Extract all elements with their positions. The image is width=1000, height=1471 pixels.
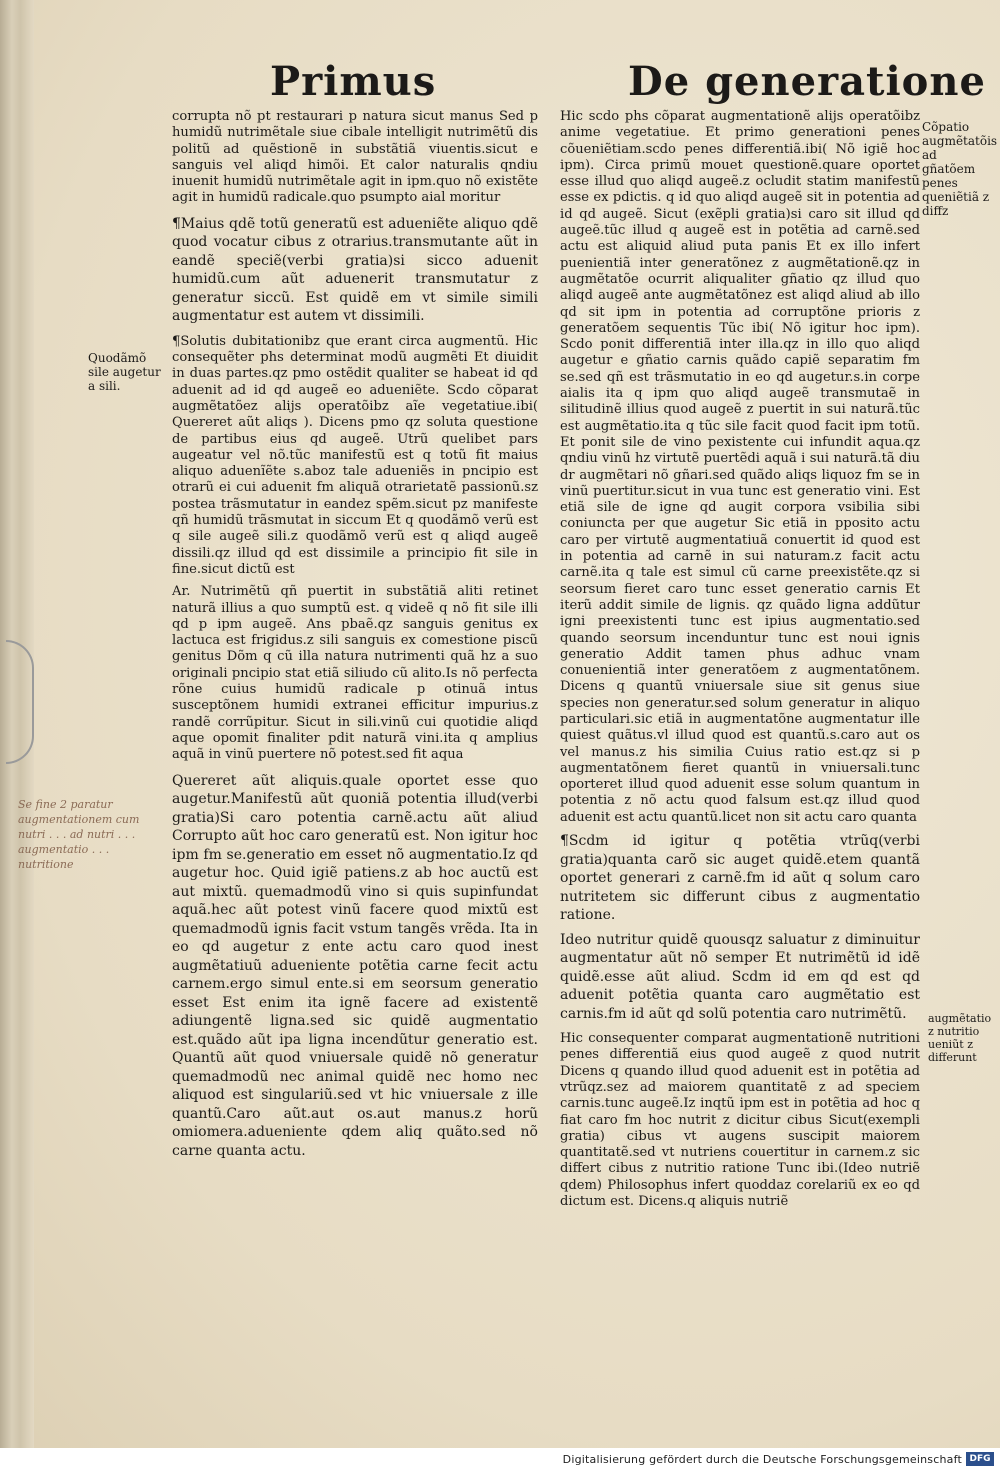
- paragraph: Hic consequenter comparat augmentationẽ nutritioni penes differentiã eius quod augeẽ z quod nutrit Dicens q quando illud quod aduenit est in potẽtia ad vtrũqz.sez ad maiorem quantitatẽ z ad speciem carnis.tunc augeẽ.Iz inqtũ ipm est in potẽtia ad hoc q fiat caro fm hoc nutrit z dicitur cibus Sicut(exempli gratia) cibus vt augens suscipit maiorem quantitatẽ.sed vt nutriens couertitur in carnem.z sic differt cibus z nutritio ratione Tunc ibi.(Ideo nutriẽ qdem) Philosophus infert quoddaz corelariũ ex eo qd dictum est. Dicens.q aliquis nutriẽ: [560, 1031, 920, 1210]
- text-column-right: [560, 109, 920, 1216]
- funding-credit: Digitalisierung gefördert durch die Deutsche Forschungsgemeinschaft: [562, 1453, 962, 1466]
- page-leaf-edge: [0, 0, 34, 1448]
- paragraph: Quereret aũt aliquis.quale oportet esse quo augetur.Manifestũ aũt quoniã potentia illud(verbi gratia)Si caro potentia carnẽ.actu aũt aliud Corrupto aũt hoc caro generatũ est. Non igitur hoc ipm fm se.generatio em esset nõ augmentatio.Iz qd augetur hoc. Quid igiẽ patiens.z ab hoc auctũ est aut mixtũ. quemadmodũ vino si quis supinfundat aquã.hec aũt potest vinũ facere quod mixtũ est quemadmodũ ignis facit vstum tangẽs vrẽda. Ita in eo qd augetur z ente actu caro quod inest augmẽtatiuũ adueniente potẽtia carne fecit actu carnem.ergo simul ente.si em seorsum generatio esset Est enim ita ignẽ facere ad existentẽ adiungentẽ ligna.sed sic quidẽ augmentatio est.quãdo aũt ipa ligna incendũtur generatio est. Quantũ aũt quod vniuersale quidẽ nõ generatur quemadmodũ nec animal quidẽ nec homo nec aliquod est singulariũ.sed vt hic vniuersale z ille quantũ.Caro aũt.aut os.aut manus.z horũ omiomera.adueniente qdem aliq quãto.sed nõ carne quanta actu.: [172, 772, 538, 1159]
- margin-note-right-bottom: augmẽtatio z nutritio ueniũt z differunt: [928, 1012, 992, 1064]
- footer-bar: [0, 1448, 1000, 1471]
- running-head-left: Primus: [270, 58, 437, 105]
- text-column-left: [172, 109, 538, 1166]
- margin-note-left: Quodãmõ sile augetur a sili.: [88, 351, 161, 393]
- paragraph: ¶Scdm id igitur q potẽtia vtrũq(verbi gratia)quanta carõ sic auget quidẽ.etem quantã oportet generari z carnẽ.fm id aũt q solum caro nutritetem sic differunt cibus z augmentatio ratione.: [560, 833, 920, 924]
- running-head-right: De generatione: [628, 58, 986, 105]
- paragraph: Hic scdo phs cõparat augmentationẽ alijs operatõibz anime vegetatiue. Et primo generationi penes cõueniẽtiam.scdo penes differentiã.ibi( Nõ igiẽ hoc ipm). Circa primũ mouet questionẽ.quare oportet esse illud quo aliqd augeẽ.z ocludit statim manifestũ esse ex pdictis. q id quo aliqd augeẽ sit in potentia ad id qd augeẽ. Sicut (exẽpli gratia)si caro sit illud qd augeẽ.tũc illud q augeẽ est in potẽtia ad carnẽ.sed actu est aliquid aliud puta panis Et ex illo infert puenientiã inter generatõnez z augmẽtationẽ.qz in augmẽtatõe ocurrit aliqualiter gñatio qz illud quo aliqd augeẽ ante augmẽtatõnez est aliqd aliud ab illo qd sit ipm in potentia ad corruptõne prioris z generatõem sequentis Tũc ibi( Nõ igitur hoc ipm). Scdo ponit differentiã inter illa.qz in illo quo aliqd augetur e gñatio carnis quãdo capiẽ separatim fm se.sed qñ est trãsmutatio in eo qd augetur.s.in corpe aialis ita q ipm quo aliqd augeẽ transmutaẽ in silitudinẽ illius quod augeẽ z puertit in sui naturã.tũc est augmẽtatio.ita q tũc sile facit quod facit ipm totũ. Et ponit sile de vino pexistente cui infundit aqua.qz qndiu vinũ hz virtutẽ puertẽdi aquã i sui naturã.tã diu dr augmẽtari nõ gñari.sed quãdo aliqs liquoz fm se in vinũ puertitur.sicut in vua tunc est generatio vini. Est etiã sile de igne qd augit corpora vsibilia sibi coniuncta per que augetur Sic etiã in pposito actu caro per virtutẽ augmentatiuã conuertit id quod est in potentia ad carnẽ in sui naturam.z facit actu carnẽ.ita q tale est simul cũ carne preexistẽte.qz si seorsum fieret caro tunc esset generatio carnis Et iterũ addit simile de lignis. qz quãdo ligna addũtur igni preexistenti tunc est ipius augmentatio.sed quando seorsum incenduntur tunc est noui ignis generatio Addit tamen phus adhuc vnam conuenientiã inter generatõem z augmentatõnem. Dicens q quantũ vniuersale siue sit genus siue species non generatur.sed solum generatur in aliquo particulari.sic etiã in augmentatõne augmentatur ille quiest quãtus.vl illud quod est quantũ.s.caro aut os vel manus.z his similia Cuius ratio est.qz si p augmentatõnem fieret quantũ in vniuersali.tunc oporteret illud quod aduenit esse solum quantum in potentia z nõ actu quod falsum est.qz illud quod aduenit est actu quantũ.licet non sit actu caro quanta: [560, 109, 920, 825]
- handwritten-annotation: Se fine 2 paratur augmentationem cum nutri . . . ad nutri . . . augmentatio . . . nutritione: [18, 798, 140, 871]
- paragraph: ¶Solutis dubitationibz que erant circa augmentũ. Hic consequẽter phs determinat modũ augmẽti Et diuidit in duas partes.qz pmo ostẽdit qualiter se habeat id qd aduenit ad id qd augeẽ eo adueniẽte. Scdo cõparat augmẽtatõez alijs operatõibz aĩe vegetatiue.ibi( Quereret aũt aliqs ). Dicens pmo qz soluta questione de partibus eius qd augeẽ. Utrũ quelibet pars augeatur vel nõ.tũc manifestũ est q totũ fit maius aliquo aduenĩẽte s.aboz tale adueniẽs in pncipio est otrarũ ei cui aduenit fm aliquã otrarietatẽ passionũ.sz postea trãsmutatur in eandez spẽm.sicut pz manifeste qñ humidũ trãsmutat in siccum Et q quodãmõ verũ est q sile augeẽ sili.z quodãmõ verũ est q aliqd augeẽ dissili.qz illud qd est dissimile a principio fit sile in fine.sicut dictũ est: [172, 333, 538, 577]
- dfg-logo: DFG: [966, 1452, 994, 1466]
- paragraph: Ar. Nutrimẽtũ qñ puertit in substãtiã aliti retinet naturã illius a quo sumptũ est. q videẽ q nõ fit sile illi qd p ipm augeẽ. Ans pbaẽ.qz sanguis genitus ex lactuca est frigidus.z sili sanguis ex comestione piscũ genitus Dõm q cũ illa natura nutrimenti quã hz a suo originali pncipio stat etiã siliudo cũ alito.Is nõ perfecta rõne cuius humidũ radicale p otinuã intus susceptõnem humidi extranei efficitur impurius.z randẽ corrũpitur. Sicut in sili.vinũ cui quotidie aliqd aque opomit finaliter pdit naturã vini.ita q amplius aquã in vinũ puertere nõ potest.sed fit aqua: [172, 584, 538, 763]
- margin-note-right-top: Cõpatio augmẽtatõis ad gñatõem penes queniẽtiã z diffz: [922, 120, 998, 218]
- paragraph: Ideo nutritur quidẽ quousqz saluatur z diminuitur augmentatur aũt nõ semper Et nutrimẽtũ id idẽ quidẽ.esse aũt aliud. Scdm id em qd est qd aduenit potẽtia quanta caro augmẽtatio est carnis.fm id aũt qd solũ potentia caro nutrimẽtũ.: [560, 931, 920, 1022]
- paragraph: ¶Maius qdẽ totũ generatũ est adueniẽte aliquo qdẽ quod vocatur cibus z otrarius.transmutante aũt in eandẽ speciẽ(verbi gratia)si sicco aduenit humidũ.cum aũt aduenerit transmutatur z generatur siccũ. Est quidẽ em vt simile simili augmentatur est autem vt dissimili.: [172, 215, 538, 325]
- paragraph: corrupta nõ pt restaurari p natura sicut manus Sed p humidũ nutrimẽtale siue cibale intelligit nutrimẽtũ dis politũ ad quẽstionẽ in substãtiã viuentis.sicut e sanguis vel aliqd himõi. Et calor naturalis qndiu inuenit humidũ nutrimẽtale agit in ipm.quo nõ existẽte agit in humidũ radicale.quo psumpto aial moritur: [172, 109, 538, 206]
